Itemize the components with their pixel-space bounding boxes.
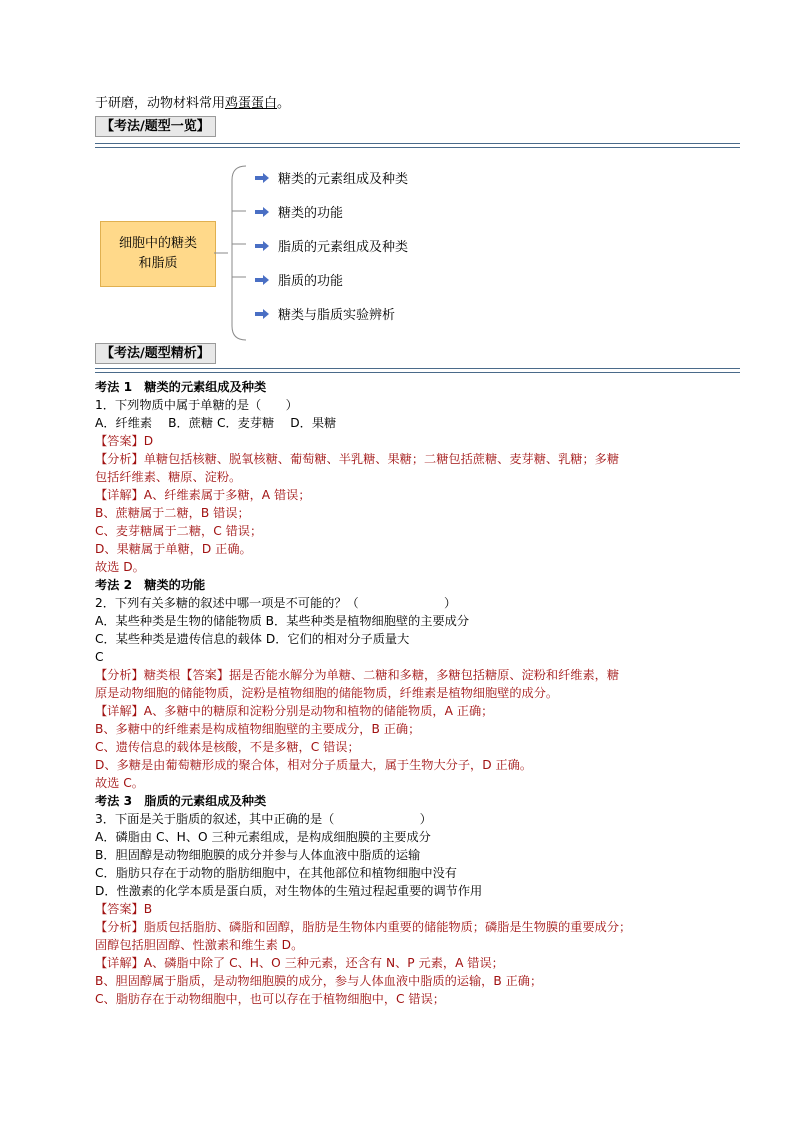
mindmap-branch-label: 脂质的元素组成及种类 bbox=[278, 240, 409, 255]
question-type-heading: 考法 2 糖类的功能 bbox=[95, 578, 206, 592]
text-line: B、蔗糖属于二糖，B 错误； bbox=[95, 506, 250, 520]
text-line: A．某些种类是生物的储能物质 B．某些种类是植物细胞壁的主要成分 bbox=[95, 614, 470, 628]
text-line: 【答案】B bbox=[95, 902, 153, 916]
section-title-overview: 【考法/题型一览】 bbox=[95, 116, 216, 137]
text-line: B、多糖中的纤维素是构成植物细胞壁的主要成分，B 正确； bbox=[95, 722, 421, 736]
arrow-right-icon bbox=[254, 274, 270, 286]
mindmap-branch bbox=[254, 236, 408, 255]
arrow-right-icon bbox=[254, 308, 270, 320]
text-line: 【详解】A、纤维素属于多糖，A 错误； bbox=[95, 488, 311, 502]
text-line: 包括纤维素、糖原、淀粉。 bbox=[95, 470, 242, 484]
text-line: 【分析】单糖包括核糖、脱氧核糖、葡萄糖、半乳糖、果糖；二糖包括蔗糖、麦芽糖、乳糖；多糖 bbox=[95, 452, 620, 466]
text-line: C、遗传信息的载体是核酸，不是多糖，C 错误； bbox=[95, 740, 360, 754]
text-line: 【答案】D bbox=[95, 434, 154, 448]
section-title-analysis: 【考法/题型精析】 bbox=[95, 343, 216, 364]
mindmap-center-line2: 和脂质 bbox=[138, 256, 178, 271]
text-line: 2．下列有关多糖的叙述中哪一项是不可能的？（ ） bbox=[95, 596, 457, 610]
intro-line bbox=[95, 95, 290, 113]
arrow-right-icon bbox=[254, 206, 270, 218]
divider bbox=[95, 368, 740, 369]
text-line: A．纤维素 B．蔗糖 C．麦芽糖 D．果糖 bbox=[95, 416, 337, 430]
text-line: D、果糖属于单糖，D 正确。 bbox=[95, 542, 252, 556]
text-line: D．性激素的化学本质是蛋白质，对生物体的生殖过程起重要的调节作用 bbox=[95, 884, 483, 898]
mindmap-branch bbox=[254, 202, 343, 221]
intro-suffix: 。 bbox=[277, 96, 291, 111]
mindmap-branch-label: 脂质的功能 bbox=[278, 274, 344, 289]
text-line: 故选 C。 bbox=[95, 776, 144, 790]
mindmap-center-line1: 细胞中的糖类 bbox=[118, 236, 197, 251]
text-line: 【详解】A、磷脂中除了 C、H、O 三种元素，还含有 N、P 元素，A 错误； bbox=[95, 956, 504, 970]
divider bbox=[95, 143, 740, 144]
text-line: B．胆固醇是动物细胞膜的成分并参与人体血液中脂质的运输 bbox=[95, 848, 421, 862]
mindmap-center-box bbox=[100, 221, 216, 287]
question-type-heading: 考法 1 糖类的元素组成及种类 bbox=[95, 380, 267, 394]
intro-underlined: 鸡蛋蛋白 bbox=[225, 96, 278, 111]
divider bbox=[95, 147, 740, 148]
text-line: 3．下面是关于脂质的叙述，其中正确的是（ ） bbox=[95, 812, 432, 826]
intro-prefix: 于研磨，动物材料常用 bbox=[95, 96, 226, 111]
text-line: B、胆固醇属于脂质，是动物细胞膜的成分，参与人体血液中脂质的运输，B 正确； bbox=[95, 974, 543, 988]
mindmap-branch-label: 糖类的元素组成及种类 bbox=[278, 172, 409, 187]
divider bbox=[95, 372, 740, 373]
arrow-right-icon bbox=[254, 172, 270, 184]
text-line: 原是动物细胞的储能物质，淀粉是植物细胞的储能物质，纤维素是植物细胞壁的成分。 bbox=[95, 686, 559, 700]
text-line: C．脂肪只存在于动物的脂肪细胞中，在其他部位和植物细胞中没有 bbox=[95, 866, 457, 880]
mindmap-branch bbox=[254, 304, 395, 323]
text-line: C bbox=[95, 650, 104, 664]
text-line: 1．下列物质中属于单糖的是（ ） bbox=[95, 398, 298, 412]
text-line: 故选 D。 bbox=[95, 560, 145, 574]
arrow-right-icon bbox=[254, 240, 270, 252]
mindmap-branch bbox=[254, 270, 343, 289]
mindmap-branch bbox=[254, 168, 408, 187]
text-line: 【分析】脂质包括脂肪、磷脂和固醇，脂肪是生物体内重要的储能物质；磷脂是生物膜的重要成分； bbox=[95, 920, 632, 934]
text-line: D、多糖是由葡萄糖形成的聚合体，相对分子质量大，属于生物大分子，D 正确。 bbox=[95, 758, 533, 772]
mindmap-branch-label: 糖类与脂质实验辨析 bbox=[278, 308, 396, 323]
question-type-heading: 考法 3 脂质的元素组成及种类 bbox=[95, 794, 267, 808]
text-line: 【详解】A、多糖中的糖原和淀粉分别是动物和植物的储能物质，A 正确； bbox=[95, 704, 494, 718]
text-line: C、脂肪存在于动物细胞中，也可以存在于植物细胞中，C 错误； bbox=[95, 992, 445, 1006]
text-line: 固醇包括胆固醇、性激素和维生素 D。 bbox=[95, 938, 304, 952]
text-line: A．磷脂由 C、H、O 三种元素组成，是构成细胞膜的主要成分 bbox=[95, 830, 431, 844]
text-line: C．某些种类是遗传信息的载体 D．它们的相对分子质量大 bbox=[95, 632, 410, 646]
mindmap-bracket bbox=[214, 160, 254, 346]
mindmap-branch-label: 糖类的功能 bbox=[278, 206, 344, 221]
text-line: 【分析】糖类根【答案】据是否能水解分为单糖、二糖和多糖，多糖包括糖原、淀粉和纤维素，糖 bbox=[95, 668, 620, 682]
text-line: C、麦芽糖属于二糖，C 错误； bbox=[95, 524, 263, 538]
